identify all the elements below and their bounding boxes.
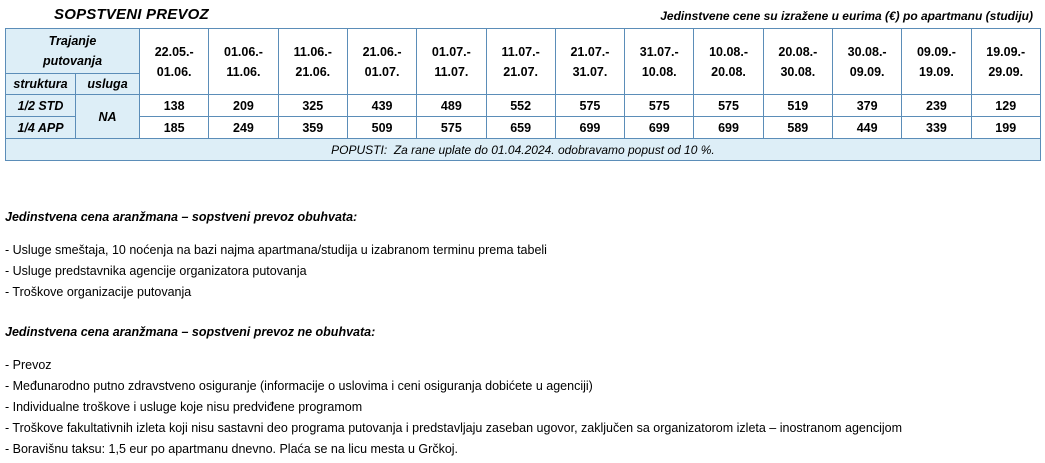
period-from: 21.07.-	[570, 44, 610, 59]
header-row-dates	[6, 29, 1041, 74]
price-cell: 359	[278, 117, 347, 139]
price-cell: 449	[832, 117, 901, 139]
discount-label: POPUSTI:	[331, 142, 388, 157]
list-item: - Usluge smeštaja, 10 noćenja na bazi najma apartmana/studija u izabranom terminu prema tabeli	[5, 243, 547, 257]
price-cell: 699	[694, 117, 763, 139]
period-header	[555, 29, 624, 95]
period-from: 11.06.-	[293, 44, 332, 59]
price-cell: 589	[763, 117, 832, 139]
period-from: 11.07.-	[501, 44, 540, 59]
period-from: 10.08.-	[709, 44, 748, 59]
excludes-section	[5, 322, 1035, 460]
period-from: 01.07.-	[431, 44, 471, 59]
price-cell: 659	[486, 117, 555, 139]
period-to: 11.07.	[434, 64, 469, 79]
duration-header-line1: Trajanje	[48, 34, 97, 48]
period-header	[902, 29, 971, 95]
price-cell: 239	[902, 95, 971, 117]
price-cell: 339	[902, 117, 971, 139]
period-from: 19.09.-	[986, 44, 1026, 59]
list-item: - Međunarodno putno zdravstveno osiguranje (informacije o uslovima i ceni osiguranja dobićete u agenciji)	[5, 379, 593, 393]
service-header: usluga	[76, 74, 140, 95]
price-cell: 249	[209, 117, 278, 139]
duration-header-line2: putovanja	[42, 54, 103, 68]
includes-list	[5, 240, 1035, 303]
discount-cell	[6, 139, 1041, 161]
period-from: 31.07.-	[639, 44, 679, 59]
period-header	[694, 29, 763, 95]
period-to: 21.06.	[295, 64, 331, 79]
price-cell: 509	[347, 117, 416, 139]
price-table	[5, 28, 1041, 161]
period-to: 01.06.	[156, 64, 192, 79]
price-cell: 575	[555, 95, 624, 117]
period-header	[486, 29, 555, 95]
period-to: 30.08.	[780, 64, 816, 79]
period-from: 21.06.-	[362, 44, 402, 59]
period-header	[140, 29, 209, 95]
period-to: 01.07.	[364, 64, 400, 79]
period-to: 10.08.	[641, 64, 677, 79]
period-to: 11.06.	[226, 64, 261, 79]
period-from: 09.09.-	[916, 44, 956, 59]
list-item: - Boravišnu taksu: 1,5 eur po apartmanu dnevno. Plaća se na licu mesta u Grčkoj.	[5, 442, 459, 456]
price-cell: 138	[140, 95, 209, 117]
duration-header	[6, 29, 140, 74]
price-cell: 209	[209, 95, 278, 117]
period-to: 21.07.	[503, 64, 539, 79]
period-to: 19.09.	[919, 64, 954, 79]
period-header	[347, 29, 416, 95]
period-to: 31.07.	[572, 64, 608, 79]
excludes-heading: Jedinstvena cena aranžmana – sopstveni prevoz ne obuhvata:	[5, 325, 376, 339]
list-item: - Prevoz	[5, 358, 52, 372]
price-cell: 199	[971, 117, 1040, 139]
period-header	[625, 29, 694, 95]
price-cell: 185	[140, 117, 209, 139]
price-note: Jedinstvene cene su izražene u eurima (€) po apartmanu (studiju)	[660, 9, 1033, 23]
period-from: 20.08.-	[778, 44, 818, 59]
list-item: - Individualne troškove i usluge koje nisu predviđene programom	[5, 400, 363, 414]
list-item: - Usluge predstavnika agencije organizatora putovanja	[5, 264, 307, 278]
price-cell: 489	[417, 95, 486, 117]
period-to: 09.09.	[849, 64, 885, 79]
price-cell: 699	[625, 117, 694, 139]
table-row-std	[6, 95, 1041, 117]
structure-header: struktura	[6, 74, 76, 95]
price-cell: 552	[486, 95, 555, 117]
list-item: - Troškove fakultativnih izleta koji nisu sastavni deo programa putovanja i predstavljaju zaseban ugovor, zaključen sa organizatorom izleta – inostranom agencijom	[5, 421, 903, 435]
period-from: 22.05.-	[154, 44, 194, 59]
discount-row	[6, 139, 1041, 161]
period-header	[763, 29, 832, 95]
title-row	[0, 6, 1045, 26]
row-label: 1/4 APP	[6, 117, 76, 139]
period-header	[278, 29, 347, 95]
price-cell: 325	[278, 95, 347, 117]
service-value: NA	[76, 95, 140, 139]
price-cell: 699	[555, 117, 624, 139]
row-label: 1/2 STD	[6, 95, 76, 117]
period-from: 01.06.-	[224, 44, 263, 59]
page-title: SOPSTVENI PREVOZ	[54, 6, 209, 23]
price-cell: 379	[832, 95, 901, 117]
includes-section	[5, 207, 1035, 303]
table-row-app	[6, 117, 1041, 139]
period-from: 30.08.-	[847, 44, 887, 59]
period-header	[209, 29, 278, 95]
includes-heading: Jedinstvena cena aranžmana – sopstveni prevoz obuhvata:	[5, 210, 358, 224]
period-header	[417, 29, 486, 95]
price-cell: 575	[417, 117, 486, 139]
price-cell: 519	[763, 95, 832, 117]
period-header	[971, 29, 1040, 95]
period-header	[832, 29, 901, 95]
period-to: 20.08.	[711, 64, 746, 79]
price-cell: 575	[694, 95, 763, 117]
excludes-list	[5, 355, 1035, 460]
price-cell: 129	[971, 95, 1040, 117]
price-cell: 575	[625, 95, 694, 117]
list-item: - Troškove organizacije putovanja	[5, 285, 192, 299]
price-cell: 439	[347, 95, 416, 117]
period-to: 29.09.	[988, 64, 1024, 79]
discount-text: Za rane uplate do 01.04.2024. odobravamo popust od 10 %.	[393, 142, 715, 157]
